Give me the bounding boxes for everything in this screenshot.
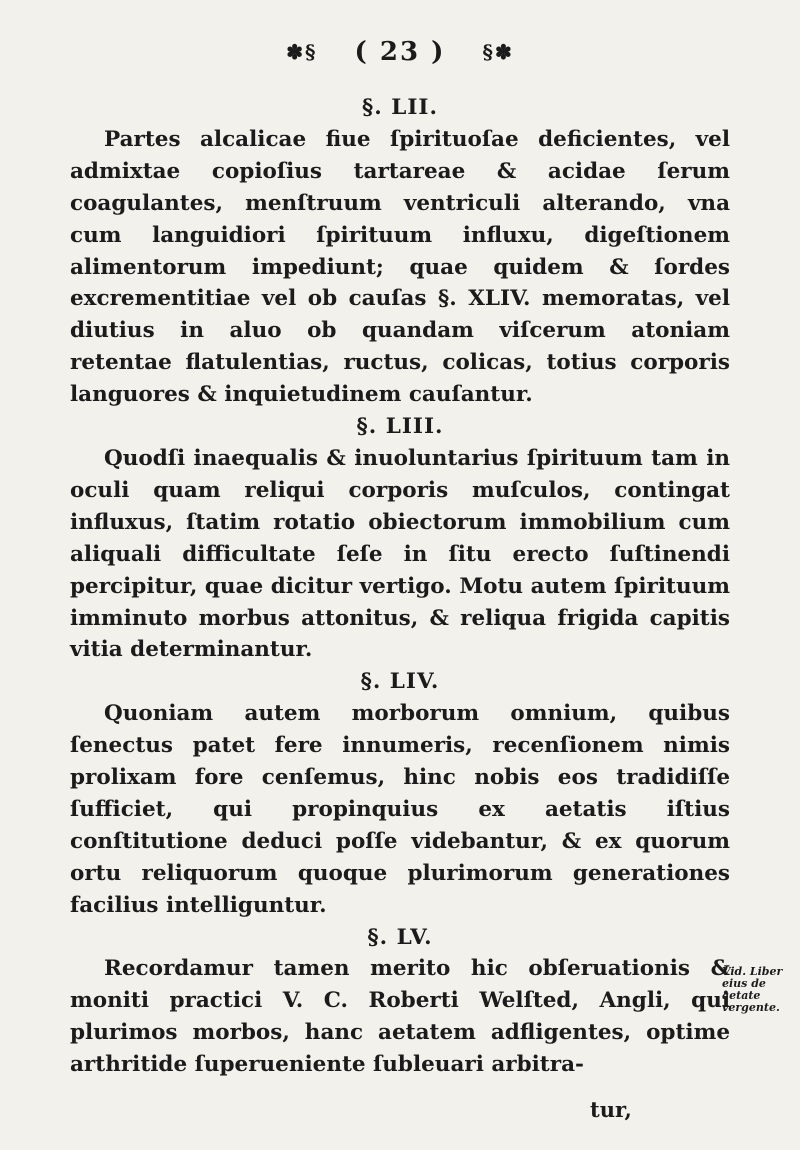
section-heading: §. LIII. bbox=[356, 414, 444, 440]
paragraph: Quodſi inaequalis & inuoluntarius ſpirituum tam in oculi quam reliqui corporis muſculos, contingat influxus, ſtatim rotatio obiectorum immobilium cum aliquali difficultate ſeſe in ſitu erecto ſuſtinendi percipitur, quae dicitur vertigo. Motu autem ſpirituum imminuto morbus attonitus, & reliqua frigida capitis vitia determinantur. bbox=[70, 445, 730, 663]
page-header bbox=[0, 36, 800, 67]
paragraph: Quoniam autem morborum omnium, quibus ſenectus patet fere innumeris, recenſionem nimis prolixam fore cenſemus, hinc nobis eos tradidiſſe ſufficiet, qui propinquius ex aetatis iſtius conſtitutione deduci poſſe videbantur, & ex quorum ortu reliquorum quoque plurimorum generationes facilius intelliguntur. bbox=[70, 701, 730, 918]
paragraph: Partes alcalicae fiue ſpirituoſae deficientes, vel admixtae copioſius tartareae & acidae ſerum coagulantes, menſtruum ventriculi alterando, vna cum languidiori ſpirituum influxu, digeſtionem alimentorum impediunt; quae quidem & ſordes excrementitiae vel ob cauſas §. XLIV. memoratas, vel diutius in aluo ob quandam viſcerum atoniam retentae flatulentias, ructus, colicas, totius corporis languores & inquietudinem cauſantur. bbox=[70, 126, 730, 408]
right-ornament: §✽ bbox=[482, 40, 514, 64]
paragraph: Recordamur tamen merito hic obſeruationis & moniti practici V. C. Roberti Welſted, Angli, qui plurimos morbos, hanc aetatem adfligentes, optime arthritide ſuperueniente ſubleuari arbitra- bbox=[70, 956, 730, 1078]
left-ornament: ✽§ bbox=[286, 40, 318, 64]
marginal-note: Vid. Liber eius de aetate vergente. bbox=[722, 965, 783, 1014]
body-text bbox=[70, 92, 730, 1081]
catchword: tur, bbox=[590, 1097, 632, 1122]
page-number: ( 23 ) bbox=[354, 37, 446, 67]
section-heading: §. LII. bbox=[362, 95, 438, 120]
section-heading: §. LIV. bbox=[360, 669, 440, 695]
section-heading: §. LV. bbox=[367, 924, 433, 950]
